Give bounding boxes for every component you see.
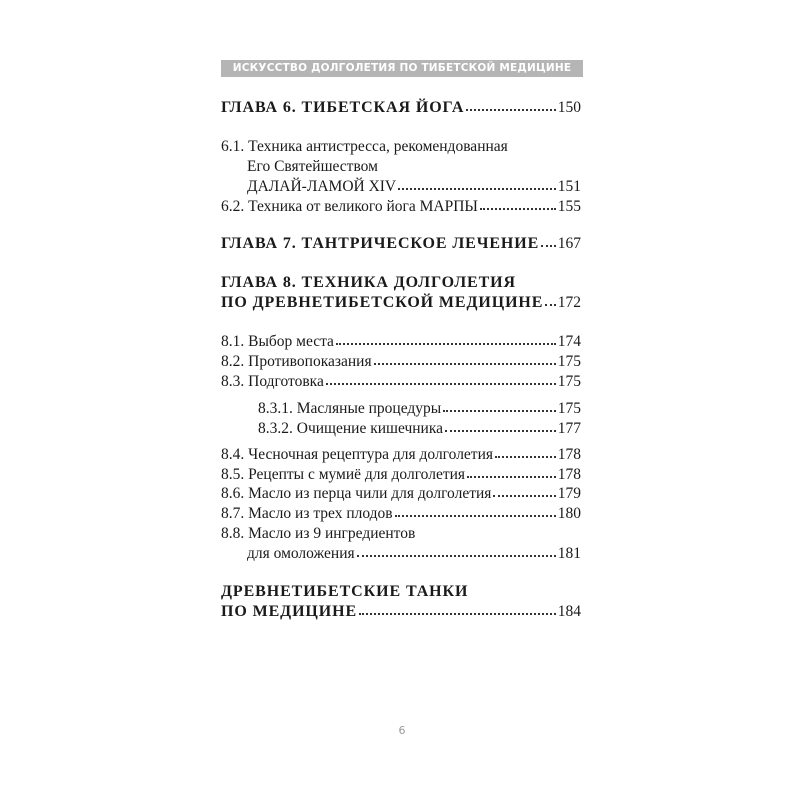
- entry-title: Его Святейшеством: [247, 158, 378, 175]
- entry-title: ГЛАВА 7. ТАНТРИЧЕСКОЕ ЛЕЧЕНИЕ: [221, 235, 540, 252]
- leader-dots: [467, 472, 556, 478]
- toc-entry-6-2[interactable]: [221, 197, 581, 217]
- entry-title: 8.3. Подготовка: [221, 373, 324, 390]
- entry-page: 175: [557, 353, 581, 370]
- entry-title: ГЛАВА 6. ТИБЕТСКАЯ ЙОГА: [221, 99, 465, 116]
- entry-page: 174: [557, 333, 581, 350]
- entry-title: 8.7. Масло из трех плодов: [221, 505, 393, 522]
- entry-title: для омоложения: [247, 545, 355, 562]
- leader-dots: [445, 426, 556, 432]
- entry-title: 6.1. Техника антистресса, рекомендованная: [221, 138, 508, 155]
- entry-page: 181: [557, 545, 581, 562]
- leader-dots: [466, 105, 555, 111]
- leader-dots: [495, 452, 556, 458]
- toc-entry-8-1[interactable]: [221, 332, 581, 352]
- entry-page: 179: [557, 485, 581, 502]
- entry-page: 180: [557, 505, 581, 522]
- toc-entry-8-3-1[interactable]: [258, 399, 581, 419]
- leader-dots: [398, 184, 556, 190]
- toc-entry-appendix-line2[interactable]: [221, 602, 581, 622]
- entry-page: 151: [557, 178, 581, 195]
- toc-entry-8-6[interactable]: [221, 484, 581, 504]
- entry-title: 8.3.1. Масляные процедуры: [258, 400, 442, 417]
- toc-entry-8-7[interactable]: [221, 504, 581, 524]
- toc-entry-chapter-8-line2[interactable]: [221, 293, 581, 313]
- entry-title: ПО ДРЕВНЕТИБЕТСКОЙ МЕДИЦИНЕ: [221, 294, 544, 311]
- entry-page: 175: [557, 373, 581, 390]
- entry-page: 178: [557, 466, 581, 483]
- entry-page: 150: [557, 99, 581, 116]
- entry-title: 8.8. Масло из 9 ингредиентов: [221, 525, 416, 542]
- page-number: 6: [398, 724, 406, 737]
- toc-entry-8-5[interactable]: [221, 465, 581, 485]
- leader-dots: [326, 379, 556, 385]
- entry-title: 8.3.2. Очищение кишечника: [258, 420, 444, 437]
- leader-dots: [359, 609, 556, 615]
- entry-page: 178: [557, 446, 581, 463]
- entry-page: 167: [557, 235, 581, 252]
- running-header: ИСКУССТВО ДОЛГОЛЕТИЯ ПО ТИБЕТСКОЙ МЕДИЦИНЕ: [221, 60, 583, 77]
- leader-dots: [374, 359, 556, 365]
- entry-title: 8.4. Чесночная рецептура для долголетия: [221, 446, 494, 463]
- entry-title: 8.1. Выбор места: [221, 333, 334, 350]
- entry-title: ДАЛАЙ-ЛАМОЙ XIV: [247, 178, 397, 195]
- leader-dots: [480, 204, 556, 210]
- toc-entry-appendix-line1[interactable]: [221, 582, 581, 602]
- entry-page: 175: [557, 400, 581, 417]
- toc-entry-8-3[interactable]: [221, 372, 581, 392]
- toc-entry-8-4[interactable]: [221, 445, 581, 465]
- toc-entry-6-1-line1[interactable]: [221, 137, 581, 157]
- entry-page: 172: [557, 294, 581, 311]
- toc-entry-chapter-6[interactable]: [221, 98, 581, 118]
- entry-page: 177: [557, 420, 581, 437]
- leader-dots: [541, 241, 556, 247]
- entry-title: ГЛАВА 8. ТЕХНИКА ДОЛГОЛЕТИЯ: [221, 274, 516, 291]
- toc-entry-6-1-line3[interactable]: [247, 177, 581, 197]
- entry-title: ДРЕВНЕТИБЕТСКИЕ ТАНКИ: [221, 583, 469, 600]
- toc-entry-chapter-7[interactable]: [221, 234, 581, 254]
- leader-dots: [395, 511, 556, 517]
- toc-entry-8-8-line2[interactable]: [247, 544, 581, 564]
- entry-title: ПО МЕДИЦИНЕ: [221, 603, 358, 620]
- entry-title: 8.5. Рецепты с мумиё для долголетия: [221, 466, 466, 483]
- leader-dots: [493, 491, 555, 497]
- toc-entry-8-3-2[interactable]: [258, 419, 581, 439]
- entry-page: 155: [557, 198, 581, 215]
- entry-page: 184: [557, 603, 581, 620]
- leader-dots: [357, 551, 556, 557]
- toc-entry-8-2[interactable]: [221, 352, 581, 372]
- entry-title: 8.6. Масло из перца чили для долголетия: [221, 485, 492, 502]
- entry-title: 6.2. Техника от великого йога МАРПЫ: [221, 198, 478, 215]
- toc-entry-6-1-line2[interactable]: [247, 157, 581, 177]
- leader-dots: [545, 300, 555, 306]
- leader-dots: [336, 339, 556, 345]
- leader-dots: [443, 406, 556, 412]
- toc-entry-chapter-8-line1[interactable]: [221, 273, 581, 293]
- toc-entry-8-8-line1[interactable]: [221, 524, 581, 544]
- entry-title: 8.2. Противопоказания: [221, 353, 372, 370]
